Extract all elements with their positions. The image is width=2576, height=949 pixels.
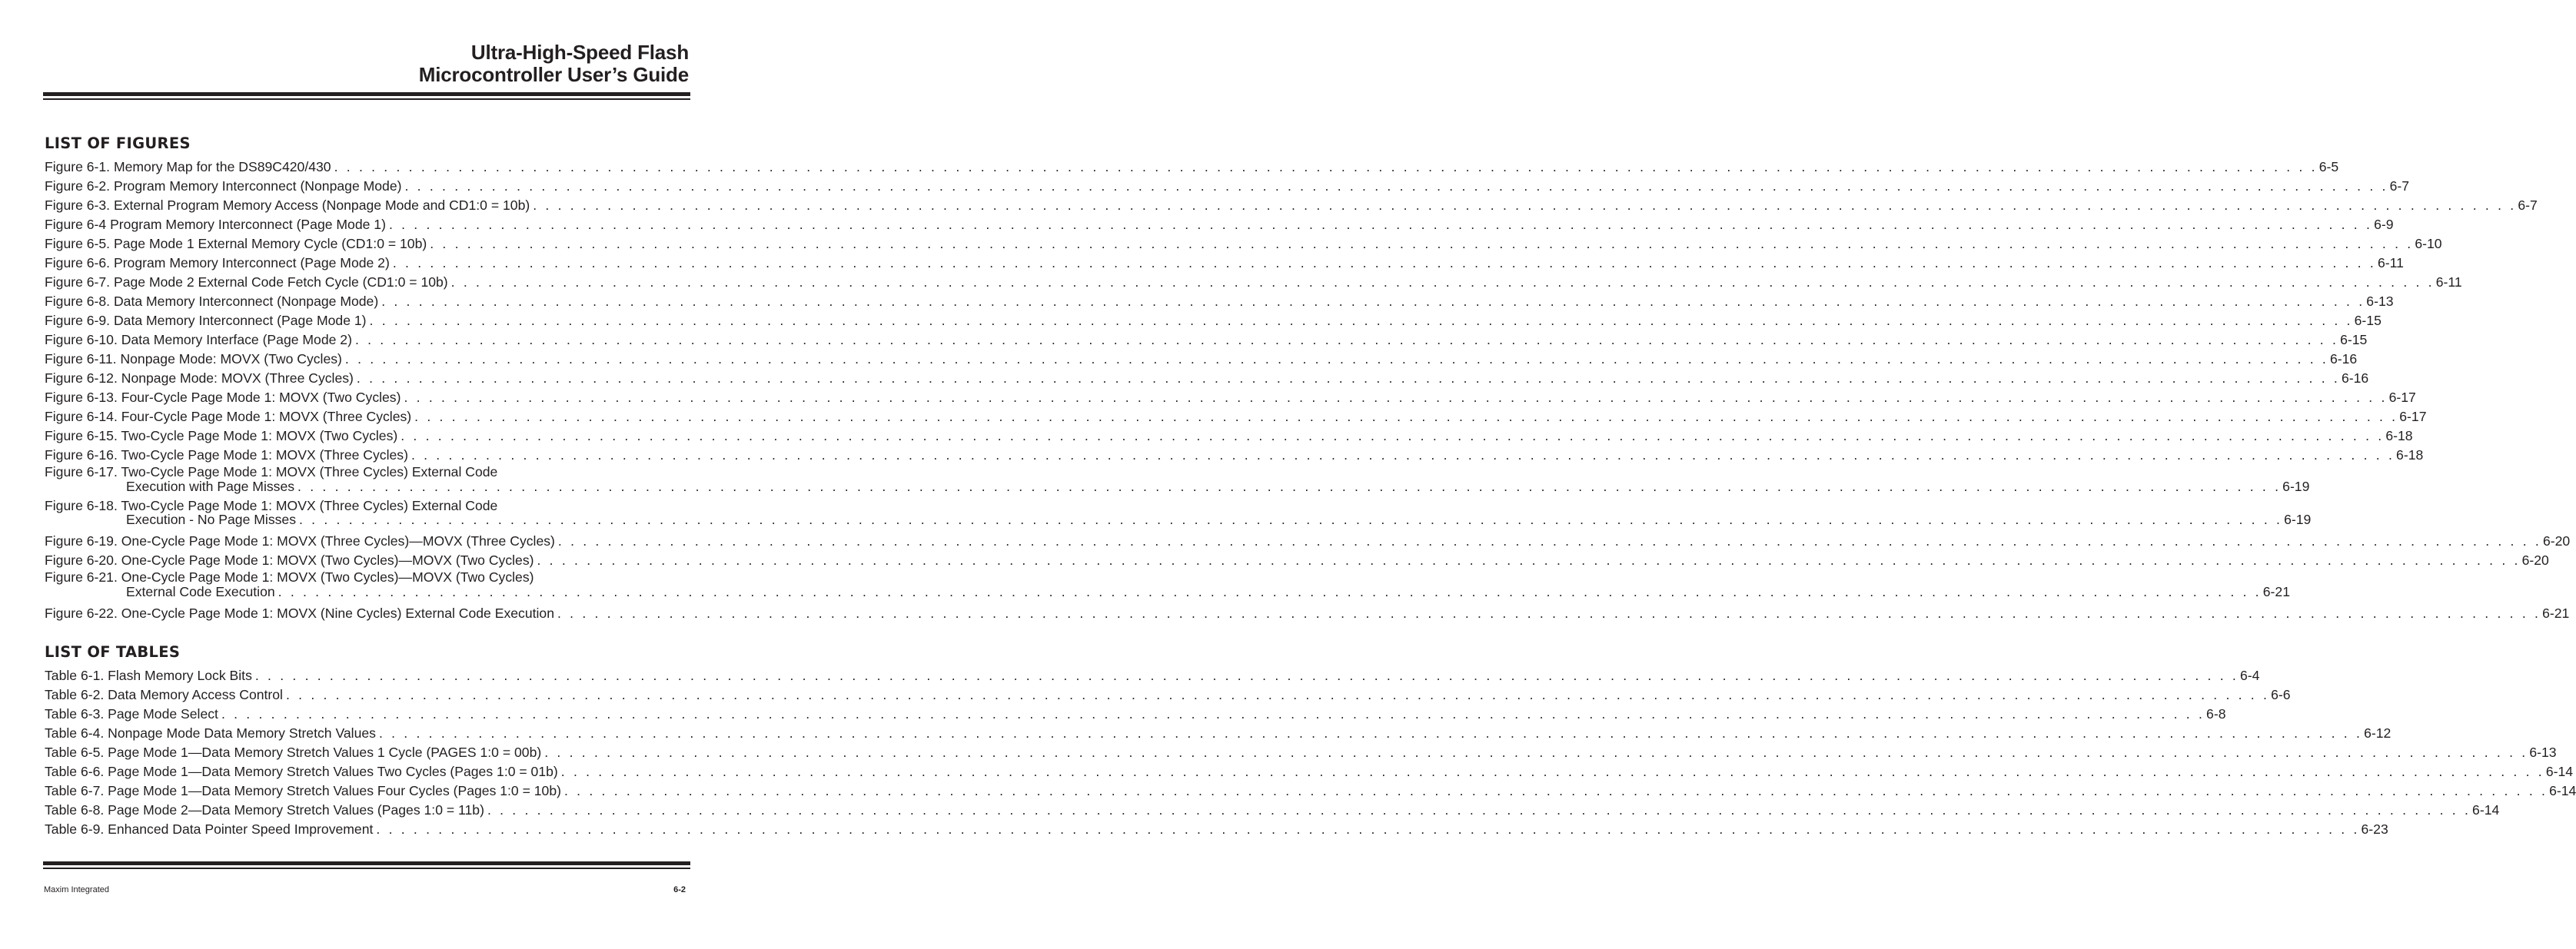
- figure-entry-page-number: 6-21: [2262, 583, 2290, 599]
- title-line-2: Microcontroller User’s Guide: [418, 63, 689, 86]
- figure-entry[interactable]: [45, 350, 2358, 369]
- footer-company: Maxim Integrated: [44, 885, 109, 894]
- figure-entry-title: Figure 6-20. One-Cycle Page Mode 1: MOVX (Two Cycles)—MOVX (Two Cycles): [45, 552, 534, 568]
- dot-leader: . . . . . . . . . . . . . . . . . . . . . . . . . . . . . . . . . . . . . . . . . . . . . . . . . . . . . . . . . . . . . . . . . . . . . . . . . . . . . . . . . . . . . . . . . . . . . . . . . . . . . . . . . . . . . . . . . . . . . . . . . . . . . . . . . . . . . . . . . . . . . . . . . . . . . . . . . . . . . . . .: [404, 390, 2388, 405]
- figure-entry-title: External Code Execution: [126, 583, 275, 599]
- figure-entry[interactable]: [45, 292, 2394, 311]
- table-entry[interactable]: [45, 666, 2260, 685]
- table-entry-page-number: 6-14: [2472, 802, 2500, 818]
- figure-entry-title: Figure 6-14. Four-Cycle Page Mode 1: MOVX (Three Cycles): [45, 409, 412, 424]
- figure-entry-page-number: 6-19: [2284, 512, 2312, 527]
- table-entry[interactable]: [45, 801, 2500, 820]
- dot-leader: . . . . . . . . . . . . . . . . . . . . . . . . . . . . . . . . . . . . . . . . . . . . . . . . . . . . . . . . . . . . . . . . . . . . . . . . . . . . . . . . . . . . . . . . . . . . . . . . . . . . . . . . . . . . . . . . . . . . . . . . . . . . . . . . . . . . . . . . . . . . . . . . . . . . . . . . . . . . . . . .: [557, 605, 2541, 621]
- table-entry[interactable]: [45, 781, 2576, 801]
- figure-entry-page-number: 6-19: [2282, 478, 2310, 494]
- figure-entry-title: Figure 6-3. External Program Memory Access (Nonpage Mode and CD1:0 = 10b): [45, 197, 530, 213]
- figure-entry-page-number: 6-15: [2340, 332, 2368, 347]
- dot-leader: . . . . . . . . . . . . . . . . . . . . . . . . . . . . . . . . . . . . . . . . . . . . . . . . . . . . . . . . . . . . . . . . . . . . . . . . . . . . . . . . . . . . . . . . . . . . . . . . . . . . . . . . . . . . . . . . . . . . . . . . . . . . . . . . . . . . . . . . . . . . . . . . . . . . . . . . . . . . . . . .: [334, 159, 2318, 174]
- figure-entry[interactable]: [45, 569, 2290, 604]
- figure-entry-page-number: 6-11: [2435, 274, 2462, 290]
- figure-entry-title: Execution - No Page Misses: [126, 512, 296, 527]
- table-entry[interactable]: [45, 743, 2557, 762]
- figure-entry[interactable]: [45, 330, 2368, 350]
- dot-leader: . . . . . . . . . . . . . . . . . . . . . . . . . . . . . . . . . . . . . . . . . . . . . . . . . . . . . . . . . . . . . . . . . . . . . . . . . . . . . . . . . . . . . . . . . . . . . . . . . . . . . . . . . . . . . . . . . . . . . . . . . . . . . . . . . . . . . . . . . . . . . . . . . . . . . . . . . . . . . . . .: [388, 217, 2373, 232]
- figure-entry-title: Figure 6-11. Nonpage Mode: MOVX (Two Cycles): [45, 351, 342, 367]
- dot-leader: . . . . . . . . . . . . . . . . . . . . . . . . . . . . . . . . . . . . . . . . . . . . . . . . . . . . . . . . . . . . . . . . . . . . . . . . . . . . . . . . . . . . . . . . . . . . . . . . . . . . . . . . . . . . . . . . . . . . . . . . . . . . . . . . . . . . . . . . . . . . . . . . . . . . . . . . . . . . . . . .: [487, 802, 2471, 818]
- figure-entry[interactable]: [45, 196, 2538, 215]
- figure-entry-page-number: 6-17: [2399, 409, 2427, 424]
- dot-leader: . . . . . . . . . . . . . . . . . . . . . . . . . . . . . . . . . . . . . . . . . . . . . . . . . . . . . . . . . . . . . . . . . . . . . . . . . . . . . . . . . . . . . . . . . . . . . . . . . . . . . . . . . . . . . . . . . . . . . . . . . . . . . . . . . . . . . . . . . . . . . . . . . . . . . . . . . . . . . . . .: [450, 274, 2435, 290]
- document-title: [228, 41, 689, 86]
- figure-entry-page-number: 6-20: [2543, 533, 2571, 549]
- footer-rule-thick: [43, 861, 690, 865]
- table-entry[interactable]: [45, 705, 2226, 724]
- figure-entry-title: Figure 6-21. One-Cycle Page Mode 1: MOVX (Two Cycles)—MOVX (Two Cycles): [45, 569, 534, 585]
- dot-leader: . . . . . . . . . . . . . . . . . . . . . . . . . . . . . . . . . . . . . . . . . . . . . . . . . . . . . . . . . . . . . . . . . . . . . . . . . . . . . . . . . . . . . . . . . . . . . . . . . . . . . . . . . . . . . . . . . . . . . . . . . . . . . . . . . . . . . . . . . . . . . . . . . . . . . . . . . . . . . . . .: [299, 512, 2283, 527]
- figure-entry-title: Figure 6-13. Four-Cycle Page Mode 1: MOVX (Two Cycles): [45, 390, 401, 405]
- dot-leader: . . . . . . . . . . . . . . . . . . . . . . . . . . . . . . . . . . . . . . . . . . . . . . . . . . . . . . . . . . . . . . . . . . . . . . . . . . . . . . . . . . . . . . . . . . . . . . . . . . . . . . . . . . . . . . . . . . . . . . . . . . . . . . . . . . . . . . . . . . . . . . . . . . . . . . . . . . . . . . . .: [533, 197, 2517, 213]
- dot-leader: . . . . . . . . . . . . . . . . . . . . . . . . . . . . . . . . . . . . . . . . . . . . . . . . . . . . . . . . . . . . . . . . . . . . . . . . . . . . . . . . . . . . . . . . . . . . . . . . . . . . . . . . . . . . . . . . . . . . . . . . . . . . . . . . . . . . . . . . . . . . . . . . . . . . . . . . . . . . . . . .: [285, 687, 2270, 702]
- dot-leader: . . . . . . . . . . . . . . . . . . . . . . . . . . . . . . . . . . . . . . . . . . . . . . . . . . . . . . . . . . . . . . . . . . . . . . . . . . . . . . . . . . . . . . . . . . . . . . . . . . . . . . . . . . . . . . . . . . . . . . . . . . . . . . . . . . . . . . . . . . . . . . . . . . . . . . . . . . . . . . . .: [254, 668, 2239, 683]
- figure-entry-page-number: 6-13: [2366, 294, 2394, 309]
- table-entry-title: Table 6-9. Enhanced Data Pointer Speed Improvement: [45, 821, 374, 837]
- figure-entry-title: Figure 6-6. Program Memory Interconnect (Page Mode 2): [45, 255, 390, 270]
- header-rule-thin: [43, 98, 690, 100]
- table-entry-title: Table 6-1. Flash Memory Lock Bits: [45, 668, 252, 683]
- table-entry[interactable]: [45, 762, 2574, 781]
- figure-entry-title: Figure 6-8. Data Memory Interconnect (Nonpage Mode): [45, 294, 379, 309]
- table-entry-page-number: 6-6: [2271, 687, 2291, 702]
- title-line-1: Ultra-High-Speed Flash: [470, 41, 689, 64]
- dot-leader: . . . . . . . . . . . . . . . . . . . . . . . . . . . . . . . . . . . . . . . . . . . . . . . . . . . . . . . . . . . . . . . . . . . . . . . . . . . . . . . . . . . . . . . . . . . . . . . . . . . . . . . . . . . . . . . . . . . . . . . . . . . . . . . . . . . . . . . . . . . . . . . . . . . . . . . . . . . . . . . .: [557, 533, 2541, 549]
- table-entry[interactable]: [45, 820, 2388, 839]
- footer-page-number: 6-2: [673, 885, 686, 894]
- figure-entry-page-number: 6-18: [2396, 447, 2424, 463]
- header-rule-thick: [43, 92, 690, 96]
- table-entry[interactable]: [45, 685, 2291, 705]
- table-entry[interactable]: [45, 724, 2392, 743]
- figure-entry-page-number: 6-21: [2542, 605, 2570, 621]
- figure-entry-page-number: 6-18: [2385, 428, 2413, 443]
- dot-leader: . . . . . . . . . . . . . . . . . . . . . . . . . . . . . . . . . . . . . . . . . . . . . . . . . . . . . . . . . . . . . . . . . . . . . . . . . . . . . . . . . . . . . . . . . . . . . . . . . . . . . . . . . . . . . . . . . . . . . . . . . . . . . . . . . . . . . . . . . . . . . . . . . . . . . . . . . . . . . . . .: [410, 447, 2395, 463]
- table-entry-title: Table 6-2. Data Memory Access Control: [45, 687, 283, 702]
- dot-leader: . . . . . . . . . . . . . . . . . . . . . . . . . . . . . . . . . . . . . . . . . . . . . . . . . . . . . . . . . . . . . . . . . . . . . . . . . . . . . . . . . . . . . . . . . . . . . . . . . . . . . . . . . . . . . . . . . . . . . . . . . . . . . . . . . . . . . . . . . . . . . . . . . . . . . . . . . . . . . . . .: [401, 428, 2385, 443]
- list-of-tables-heading: LIST OF TABLES: [45, 643, 181, 661]
- figure-entry[interactable]: [45, 158, 2339, 177]
- list-of-figures-heading: LIST OF FIGURES: [45, 134, 191, 152]
- table-entry-page-number: 6-8: [2206, 706, 2226, 722]
- dot-leader: . . . . . . . . . . . . . . . . . . . . . . . . . . . . . . . . . . . . . . . . . . . . . . . . . . . . . . . . . . . . . . . . . . . . . . . . . . . . . . . . . . . . . . . . . . . . . . . . . . . . . . . . . . . . . . . . . . . . . . . . . . . . . . . . . . . . . . . . . . . . . . . . . . . . . . . . . . . . . . . .: [381, 294, 2365, 309]
- dot-leader: . . . . . . . . . . . . . . . . . . . . . . . . . . . . . . . . . . . . . . . . . . . . . . . . . . . . . . . . . . . . . . . . . . . . . . . . . . . . . . . . . . . . . . . . . . . . . . . . . . . . . . . . . . . . . . . . . . . . . . . . . . . . . . . . . . . . . . . . . . . . . . . . . . . . . . . . . . . . . . . .: [378, 725, 2363, 741]
- figure-entry[interactable]: [45, 464, 2310, 499]
- figure-entry[interactable]: [45, 426, 2413, 446]
- figure-entry-page-number: 6-7: [2389, 178, 2410, 194]
- dot-leader: . . . . . . . . . . . . . . . . . . . . . . . . . . . . . . . . . . . . . . . . . . . . . . . . . . . . . . . . . . . . . . . . . . . . . . . . . . . . . . . . . . . . . . . . . . . . . . . . . . . . . . . . . . . . . . . . . . . . . . . . . . . . . . . . . . . . . . . . . . . . . . . . . . . . . . . . . . . . . . . .: [369, 313, 2353, 328]
- dot-leader: . . . . . . . . . . . . . . . . . . . . . . . . . . . . . . . . . . . . . . . . . . . . . . . . . . . . . . . . . . . . . . . . . . . . . . . . . . . . . . . . . . . . . . . . . . . . . . . . . . . . . . . . . . . . . . . . . . . . . . . . . . . . . . . . . . . . . . . . . . . . . . . . . . . . . . . . . . . . . . . .: [278, 583, 2262, 599]
- figure-entry[interactable]: [45, 497, 2312, 533]
- figure-entry-title: Figure 6-4 Program Memory Interconnect (Page Mode 1): [45, 217, 386, 232]
- figure-entry[interactable]: [45, 273, 2462, 292]
- dot-leader: . . . . . . . . . . . . . . . . . . . . . . . . . . . . . . . . . . . . . . . . . . . . . . . . . . . . . . . . . . . . . . . . . . . . . . . . . . . . . . . . . . . . . . . . . . . . . . . . . . . . . . . . . . . . . . . . . . . . . . . . . . . . . . . . . . . . . . . . . . . . . . . . . . . . . . . . . . . . . . . .: [354, 332, 2339, 347]
- figure-entry-title: Figure 6-1. Memory Map for the DS89C420/430: [45, 159, 331, 174]
- table-entry-title: Table 6-3. Page Mode Select: [45, 706, 218, 722]
- figure-entry[interactable]: [45, 388, 2416, 407]
- table-entry-title: Table 6-7. Page Mode 1—Data Memory Stretch Values Four Cycles (Pages 1:0 = 10b): [45, 783, 561, 798]
- figure-entry[interactable]: [45, 215, 2394, 234]
- tables-list: [45, 666, 2576, 839]
- dot-leader: . . . . . . . . . . . . . . . . . . . . . . . . . . . . . . . . . . . . . . . . . . . . . . . . . . . . . . . . . . . . . . . . . . . . . . . . . . . . . . . . . . . . . . . . . . . . . . . . . . . . . . . . . . . . . . . . . . . . . . . . . . . . . . . . . . . . . . . . . . . . . . . . . . . . . . . . . . . . . . . .: [344, 351, 2328, 367]
- figure-entry-title: Figure 6-16. Two-Cycle Page Mode 1: MOVX (Three Cycles): [45, 447, 408, 463]
- figure-entry-title: Execution with Page Misses: [126, 478, 295, 494]
- figure-entry-title: Figure 6-19. One-Cycle Page Mode 1: MOVX (Three Cycles)—MOVX (Three Cycles): [45, 533, 555, 549]
- figure-entry[interactable]: [45, 532, 2571, 551]
- figures-list: [45, 158, 2571, 623]
- figure-entry-title: Figure 6-2. Program Memory Interconnect (Nonpage Mode): [45, 178, 402, 194]
- figure-entry-title: Figure 6-15. Two-Cycle Page Mode 1: MOVX (Two Cycles): [45, 428, 398, 443]
- figure-entry-page-number: 6-10: [2415, 236, 2442, 251]
- figure-entry-title: Figure 6-12. Nonpage Mode: MOVX (Three Cycles): [45, 370, 354, 386]
- table-entry-page-number: 6-14: [2549, 783, 2576, 798]
- figure-entry-title: Figure 6-9. Data Memory Interconnect (Page Mode 1): [45, 313, 367, 328]
- figure-entry[interactable]: [45, 254, 2404, 273]
- dot-leader: . . . . . . . . . . . . . . . . . . . . . . . . . . . . . . . . . . . . . . . . . . . . . . . . . . . . . . . . . . . . . . . . . . . . . . . . . . . . . . . . . . . . . . . . . . . . . . . . . . . . . . . . . . . . . . . . . . . . . . . . . . . . . . . . . . . . . . . . . . . . . . . . . . . . . . . . . . . . . . . .: [430, 236, 2414, 251]
- figure-entry-page-number: 6-9: [2374, 217, 2394, 232]
- table-entry-title: Table 6-8. Page Mode 2—Data Memory Stretch Values (Pages 1:0 = 11b): [45, 802, 484, 818]
- figure-entry-title: Figure 6-10. Data Memory Interface (Page Mode 2): [45, 332, 352, 347]
- table-entry-title: Table 6-5. Page Mode 1—Data Memory Stretch Values 1 Cycle (PAGES 1:0 = 00b): [45, 745, 542, 760]
- figure-entry-title: Figure 6-18. Two-Cycle Page Mode 1: MOVX (Three Cycles) External Code: [45, 497, 498, 513]
- figure-entry-page-number: 6-15: [2354, 313, 2382, 328]
- figure-entry[interactable]: [45, 369, 2369, 388]
- dot-leader: . . . . . . . . . . . . . . . . . . . . . . . . . . . . . . . . . . . . . . . . . . . . . . . . . . . . . . . . . . . . . . . . . . . . . . . . . . . . . . . . . . . . . . . . . . . . . . . . . . . . . . . . . . . . . . . . . . . . . . . . . . . . . . . . . . . . . . . . . . . . . . . . . . . . . . . . . . . . . . . .: [356, 370, 2340, 386]
- dot-leader: . . . . . . . . . . . . . . . . . . . . . . . . . . . . . . . . . . . . . . . . . . . . . . . . . . . . . . . . . . . . . . . . . . . . . . . . . . . . . . . . . . . . . . . . . . . . . . . . . . . . . . . . . . . . . . . . . . . . . . . . . . . . . . . . . . . . . . . . . . . . . . . . . . . . . . . . . . . . . . . .: [563, 783, 2548, 798]
- dot-leader: . . . . . . . . . . . . . . . . . . . . . . . . . . . . . . . . . . . . . . . . . . . . . . . . . . . . . . . . . . . . . . . . . . . . . . . . . . . . . . . . . . . . . . . . . . . . . . . . . . . . . . . . . . . . . . . . . . . . . . . . . . . . . . . . . . . . . . . . . . . . . . . . . . . . . . . . . . . . . . . .: [376, 821, 2360, 837]
- table-entry-page-number: 6-14: [2545, 764, 2574, 779]
- table-entry-title: Table 6-6. Page Mode 1—Data Memory Stretch Values Two Cycles (Pages 1:0 = 01b): [45, 764, 558, 779]
- figure-entry[interactable]: [45, 604, 2570, 623]
- figure-entry[interactable]: [45, 551, 2549, 570]
- figure-entry[interactable]: [45, 407, 2427, 426]
- figure-entry-page-number: 6-16: [2342, 370, 2369, 386]
- figure-entry-page-number: 6-11: [2377, 255, 2404, 270]
- figure-entry-page-number: 6-16: [2330, 351, 2358, 367]
- figure-entry[interactable]: [45, 234, 2442, 254]
- figure-entry-page-number: 6-7: [2518, 197, 2538, 213]
- dot-leader: . . . . . . . . . . . . . . . . . . . . . . . . . . . . . . . . . . . . . . . . . . . . . . . . . . . . . . . . . . . . . . . . . . . . . . . . . . . . . . . . . . . . . . . . . . . . . . . . . . . . . . . . . . . . . . . . . . . . . . . . . . . . . . . . . . . . . . . . . . . . . . . . . . . . . . . . . . . . . . . .: [297, 478, 2282, 494]
- figure-entry[interactable]: [45, 177, 2410, 196]
- footer-rule-thin: [43, 868, 690, 869]
- table-entry-page-number: 6-4: [2239, 668, 2260, 683]
- dot-leader: . . . . . . . . . . . . . . . . . . . . . . . . . . . . . . . . . . . . . . . . . . . . . . . . . . . . . . . . . . . . . . . . . . . . . . . . . . . . . . . . . . . . . . . . . . . . . . . . . . . . . . . . . . . . . . . . . . . . . . . . . . . . . . . . . . . . . . . . . . . . . . . . . . . . . . . . . . . . . . . .: [544, 745, 2528, 760]
- table-entry-title: Table 6-4. Nonpage Mode Data Memory Stretch Values: [45, 725, 376, 741]
- figure-entry-title: Figure 6-22. One-Cycle Page Mode 1: MOVX (Nine Cycles) External Code Execution: [45, 605, 554, 621]
- figure-entry-page-number: 6-20: [2521, 552, 2549, 568]
- table-entry-page-number: 6-12: [2364, 725, 2392, 741]
- figure-entry-title: Figure 6-17. Two-Cycle Page Mode 1: MOVX (Three Cycles) External Code: [45, 464, 498, 479]
- dot-leader: . . . . . . . . . . . . . . . . . . . . . . . . . . . . . . . . . . . . . . . . . . . . . . . . . . . . . . . . . . . . . . . . . . . . . . . . . . . . . . . . . . . . . . . . . . . . . . . . . . . . . . . . . . . . . . . . . . . . . . . . . . . . . . . . . . . . . . . . . . . . . . . . . . . . . . . . . . . . . . . .: [221, 706, 2205, 722]
- figure-entry-page-number: 6-5: [2318, 159, 2339, 174]
- dot-leader: . . . . . . . . . . . . . . . . . . . . . . . . . . . . . . . . . . . . . . . . . . . . . . . . . . . . . . . . . . . . . . . . . . . . . . . . . . . . . . . . . . . . . . . . . . . . . . . . . . . . . . . . . . . . . . . . . . . . . . . . . . . . . . . . . . . . . . . . . . . . . . . . . . . . . . . . . . . . . . . .: [404, 178, 2388, 194]
- figure-entry[interactable]: [45, 311, 2382, 330]
- dot-leader: . . . . . . . . . . . . . . . . . . . . . . . . . . . . . . . . . . . . . . . . . . . . . . . . . . . . . . . . . . . . . . . . . . . . . . . . . . . . . . . . . . . . . . . . . . . . . . . . . . . . . . . . . . . . . . . . . . . . . . . . . . . . . . . . . . . . . . . . . . . . . . . . . . . . . . . . . . . . . . . .: [560, 764, 2544, 779]
- figure-entry-title: Figure 6-5. Page Mode 1 External Memory Cycle (CD1:0 = 10b): [45, 236, 427, 251]
- figure-entry-page-number: 6-17: [2388, 390, 2416, 405]
- dot-leader: . . . . . . . . . . . . . . . . . . . . . . . . . . . . . . . . . . . . . . . . . . . . . . . . . . . . . . . . . . . . . . . . . . . . . . . . . . . . . . . . . . . . . . . . . . . . . . . . . . . . . . . . . . . . . . . . . . . . . . . . . . . . . . . . . . . . . . . . . . . . . . . . . . . . . . . . . . . . . . . .: [537, 552, 2521, 568]
- dot-leader: . . . . . . . . . . . . . . . . . . . . . . . . . . . . . . . . . . . . . . . . . . . . . . . . . . . . . . . . . . . . . . . . . . . . . . . . . . . . . . . . . . . . . . . . . . . . . . . . . . . . . . . . . . . . . . . . . . . . . . . . . . . . . . . . . . . . . . . . . . . . . . . . . . . . . . . . . . . . . . . .: [392, 255, 2376, 270]
- table-entry-page-number: 6-13: [2529, 745, 2557, 760]
- table-entry-page-number: 6-23: [2361, 821, 2388, 837]
- figure-entry[interactable]: [45, 446, 2424, 465]
- dot-leader: . . . . . . . . . . . . . . . . . . . . . . . . . . . . . . . . . . . . . . . . . . . . . . . . . . . . . . . . . . . . . . . . . . . . . . . . . . . . . . . . . . . . . . . . . . . . . . . . . . . . . . . . . . . . . . . . . . . . . . . . . . . . . . . . . . . . . . . . . . . . . . . . . . . . . . . . . . . . . . . .: [414, 409, 2398, 424]
- figure-entry-title: Figure 6-7. Page Mode 2 External Code Fetch Cycle (CD1:0 = 10b): [45, 274, 448, 290]
